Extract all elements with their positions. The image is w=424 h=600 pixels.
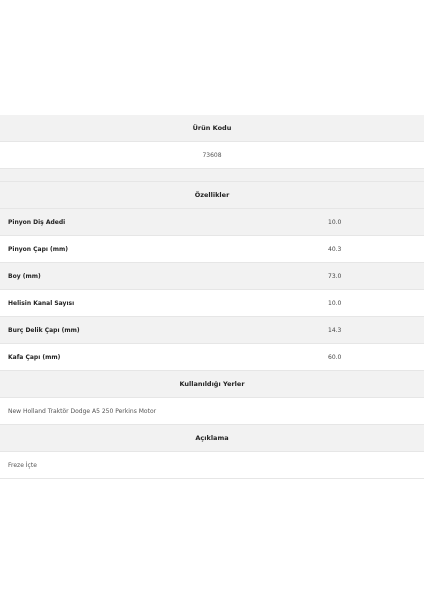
spec-value: 10.0: [328, 218, 342, 226]
spec-label: Boy (mm): [8, 272, 41, 280]
spec-value: 14.3: [328, 326, 342, 334]
description-text: Freze İçte: [8, 461, 37, 469]
product-spec-sheet: [0, 115, 424, 479]
product-code-heading: [0, 115, 424, 142]
spec-label: Pinyon Çapı (mm): [8, 245, 68, 253]
description-heading: [0, 425, 424, 452]
spec-value: 10.0: [328, 299, 342, 307]
spec-value: 40.3: [328, 245, 342, 253]
spec-label: Helisin Kanal Sayısı: [8, 299, 75, 307]
spec-row-helix-channels: [0, 290, 424, 317]
product-code-value: 73608: [202, 151, 222, 159]
spec-label: Kafa Çapı (mm): [8, 353, 61, 361]
spec-row-head-diameter: [0, 344, 424, 371]
section-spacer: [0, 169, 424, 182]
spec-row-bushing-bore: [0, 317, 424, 344]
spec-row-pinion-diameter: [0, 236, 424, 263]
usage-text: New Holland Traktör Dodge A5 250 Perkins Motor: [8, 407, 157, 415]
product-code-heading-text: Ürün Kodu: [192, 124, 232, 132]
usage-heading: [0, 371, 424, 398]
spec-value: 73.0: [328, 272, 342, 280]
description-heading-text: Açıklama: [195, 434, 229, 442]
spec-row-length: [0, 263, 424, 290]
spec-label: Burç Delik Çapı (mm): [8, 326, 80, 334]
description-row: [0, 452, 424, 479]
features-heading-text: Özellikler: [194, 191, 230, 199]
usage-row: [0, 398, 424, 425]
spec-label: Pinyon Diş Adedi: [8, 218, 66, 226]
usage-heading-text: Kullanıldığı Yerler: [179, 380, 245, 388]
spec-value: 60.0: [328, 353, 342, 361]
features-heading: [0, 182, 424, 209]
spec-row-pinion-teeth: [0, 209, 424, 236]
product-code-value-row: [0, 142, 424, 169]
